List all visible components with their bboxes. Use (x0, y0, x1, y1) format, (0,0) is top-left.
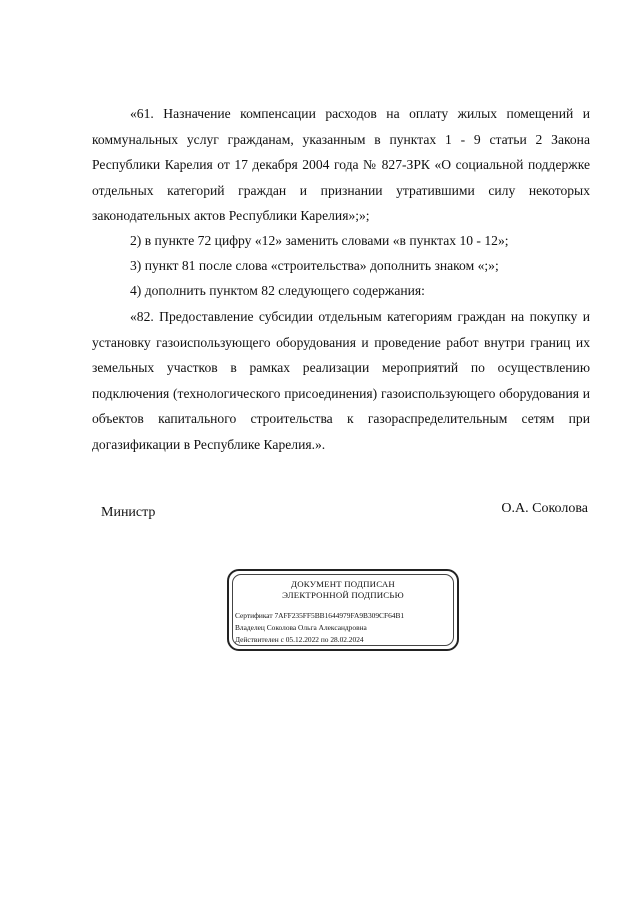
stamp-owner: Владелец Соколова Ольга Александровна (235, 623, 367, 632)
stamp-title (229, 579, 457, 601)
electronic-signature-stamp (227, 569, 459, 651)
signer-name: О.А. Соколова (501, 501, 588, 516)
paragraph-61: «61. Назначение компенсации расходов на оплату жилых помещений и коммунальных услуг гражданам, указанным в пунктах 1 - 9 статьи 2 Закона Республики Карелия от 17 декабря 2004 года № 827-ЗРК «О социальной поддержке отдельных категорий граждан и признании утратившими силу некоторых законодательных актов Республики Карелия»;»; (92, 106, 590, 223)
stamp-title-line1: ДОКУМЕНТ ПОДПИСАН (291, 579, 395, 589)
signer-position: Министр (101, 505, 156, 520)
stamp-certificate: Сертификат 7AFF235FF5BB1644979FA9B309CF64B1 (235, 611, 405, 620)
paragraph-82: «82. Предоставление субсидии отдельным категориям граждан на покупку и установку газоиспользующего оборудования и проведение работ внутри границ их земельных участков в рамках реализации мероприятий по осуществлению подключения (технологического присоединения) газоиспользующего оборудования и объектов капитального строительства к газораспределительным сетям при догазификации в Республике Карелия.». (92, 309, 590, 452)
stamp-validity: Действителен с 05.12.2022 по 28.02.2024 (235, 635, 364, 644)
paragraph-item-2: 2) в пункте 72 цифру «12» заменить словами «в пунктах 10 - 12»; (130, 233, 509, 248)
paragraph-item-3: 3) пункт 81 после слова «строительства» дополнить знаком «;»; (130, 258, 499, 273)
paragraph-item-4: 4) дополнить пунктом 82 следующего содержания: (130, 283, 425, 298)
stamp-title-line2: ЭЛЕКТРОННОЙ ПОДПИСЬЮ (282, 590, 404, 600)
